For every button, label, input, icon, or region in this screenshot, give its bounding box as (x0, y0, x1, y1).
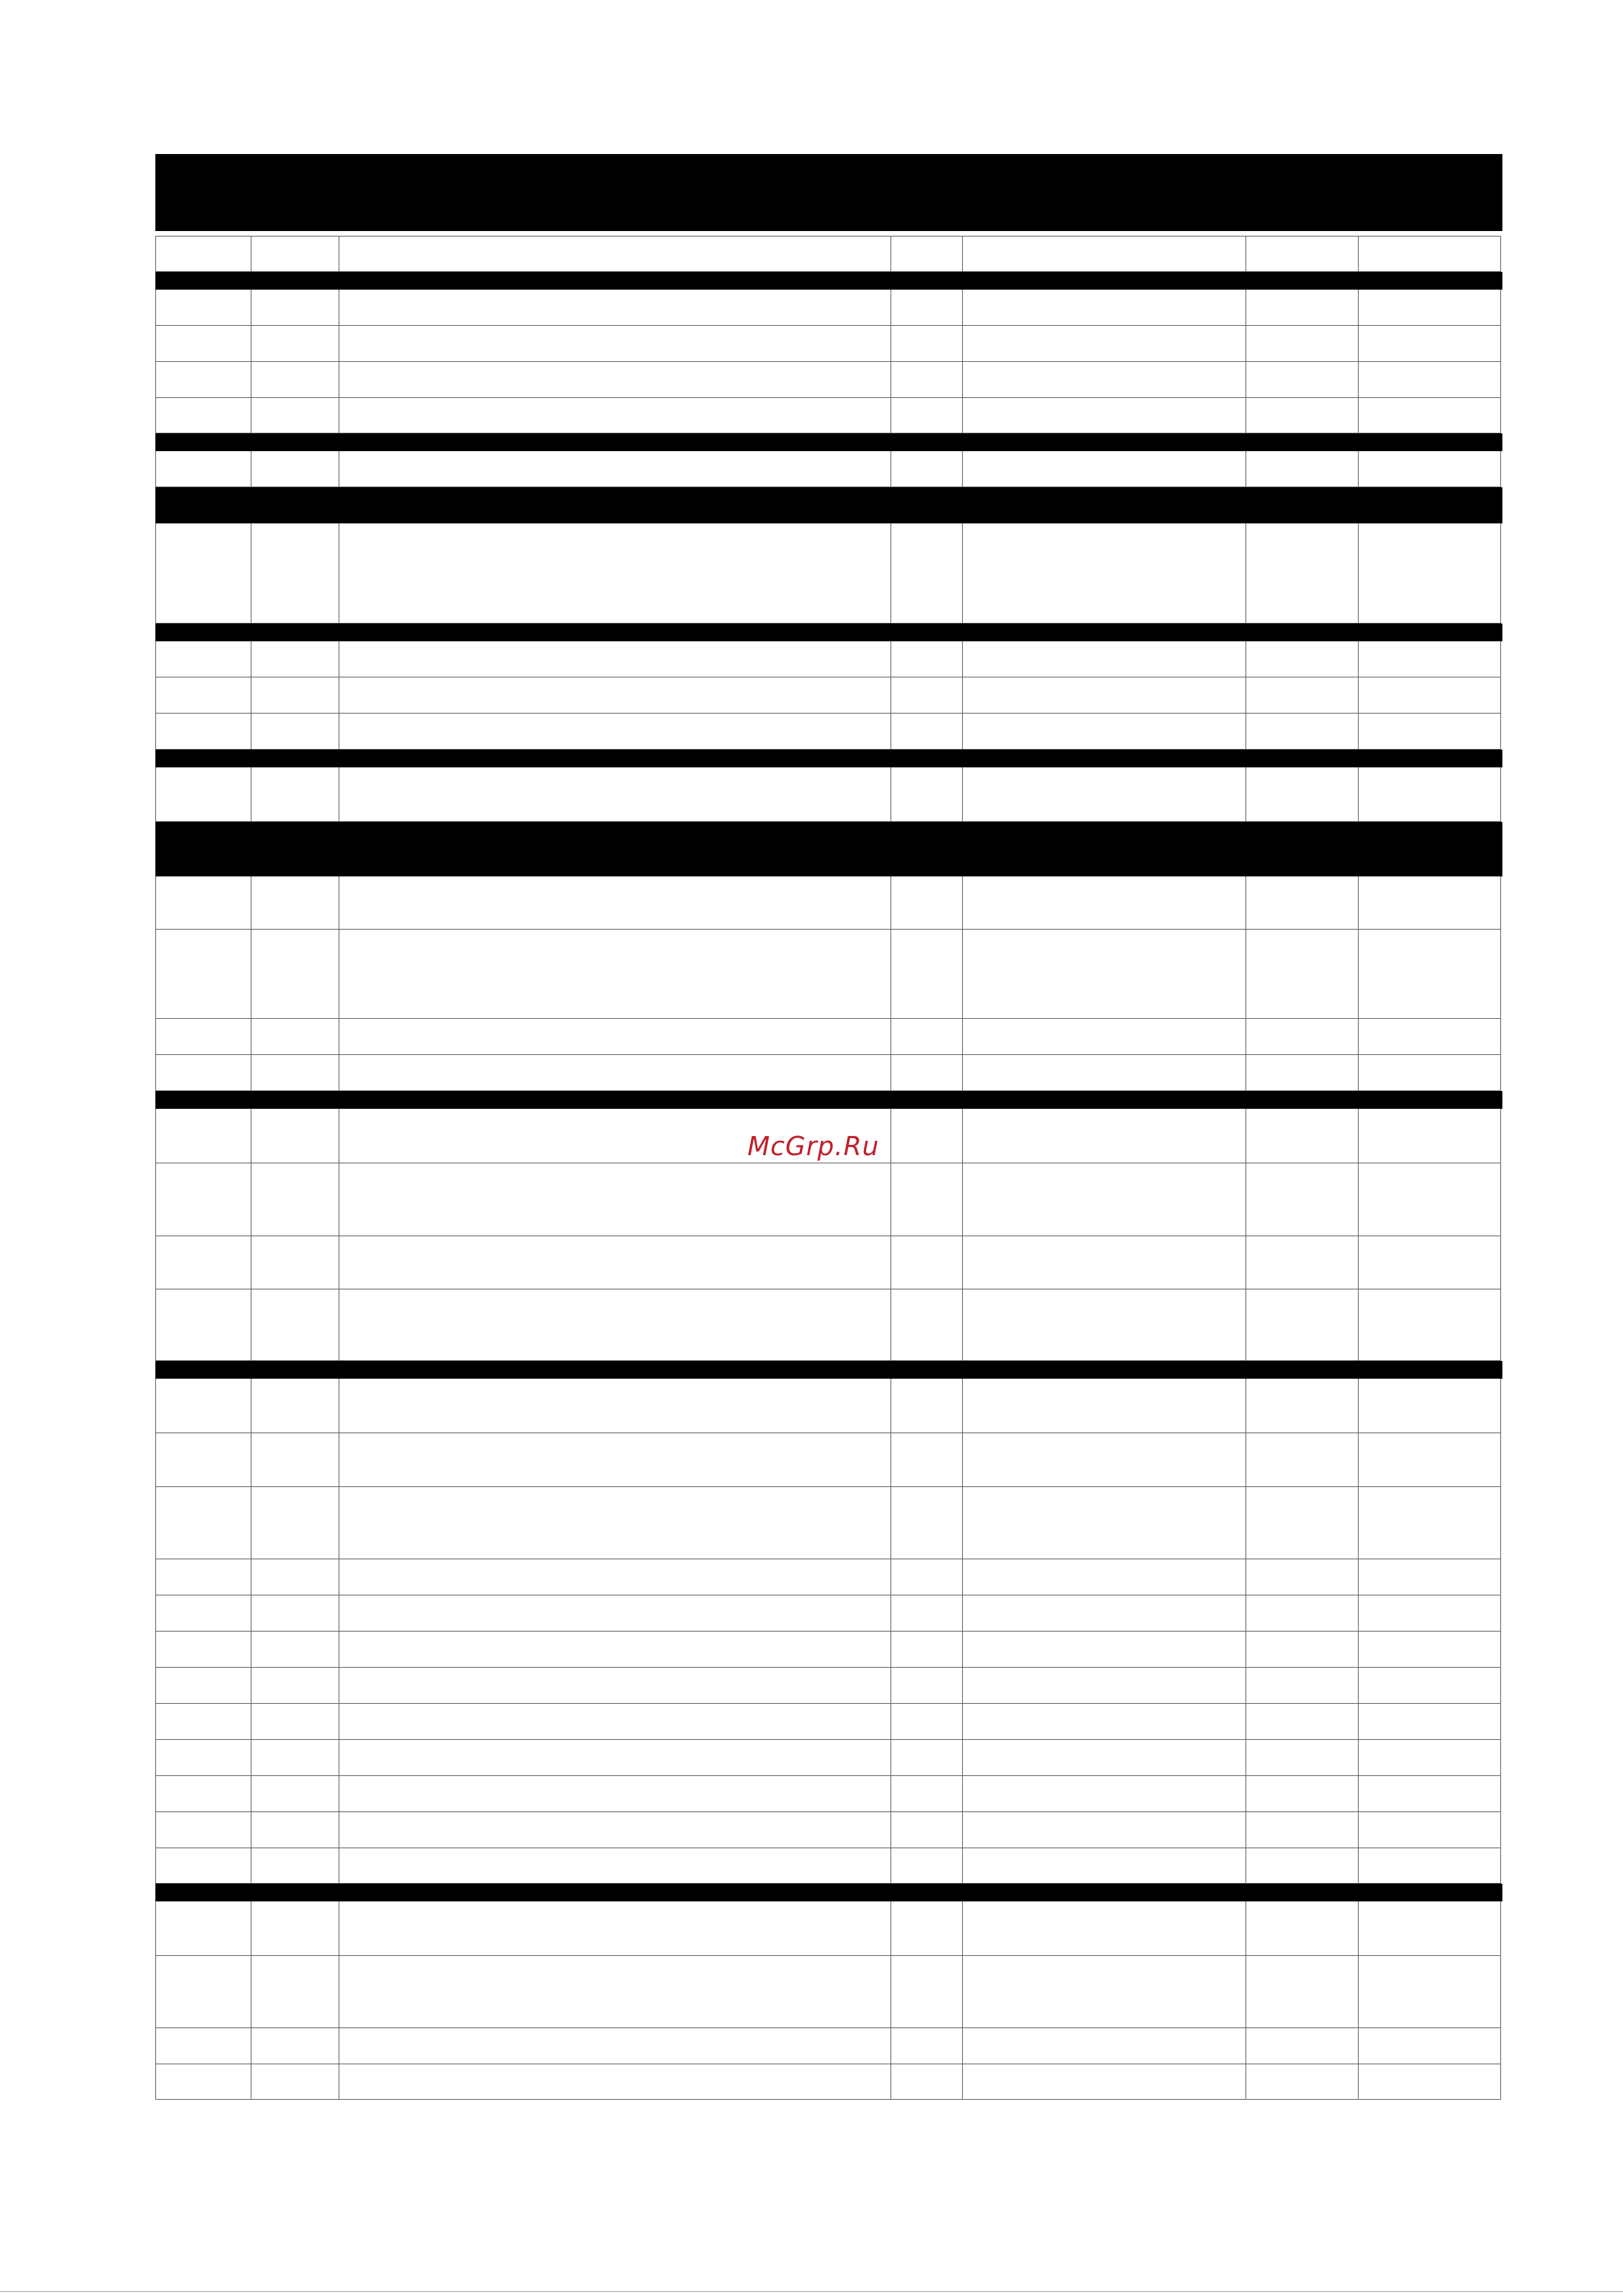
table-cell (251, 2028, 339, 2064)
table-cell (1246, 236, 1359, 271)
table-row (155, 1956, 1501, 2028)
table-cell (251, 767, 339, 821)
table-cell (339, 290, 891, 325)
table-cell (1246, 1956, 1359, 2027)
table-cell (891, 398, 963, 433)
table-cell (339, 714, 891, 749)
table-cell (963, 1019, 1246, 1054)
table-cell (1359, 1236, 1502, 1289)
table-cell (963, 1704, 1246, 1739)
table-cell (156, 451, 251, 487)
table-row (155, 1776, 1501, 1812)
table-cell (963, 1901, 1246, 1955)
table-cell (891, 2028, 963, 2064)
table-cell (1359, 362, 1502, 397)
table-cell (891, 1379, 963, 1433)
table-cell (963, 1379, 1246, 1433)
table-cell (891, 876, 963, 929)
table-cell (156, 1379, 251, 1433)
table-cell (1246, 1668, 1359, 1703)
section-header-bar (155, 1091, 1502, 1109)
table-cell (1246, 2028, 1359, 2064)
table-cell (339, 398, 891, 433)
table-cell (963, 2064, 1246, 2099)
table-cell (251, 714, 339, 749)
table-row (155, 1236, 1501, 1289)
table-cell (891, 1740, 963, 1775)
table-cell (339, 1289, 891, 1360)
table-cell (963, 451, 1246, 487)
table-cell (1246, 451, 1359, 487)
table-cell (1246, 876, 1359, 929)
table-cell (963, 1559, 1246, 1595)
table-cell (1246, 1055, 1359, 1090)
table-cell (156, 326, 251, 361)
section-header-bar (155, 1884, 1502, 1901)
table-cell (251, 1019, 339, 1054)
table-cell (156, 1740, 251, 1775)
table-cell (251, 398, 339, 433)
table-cell (891, 326, 963, 361)
table-cell (251, 1163, 339, 1236)
table-cell (1359, 1019, 1502, 1054)
table-cell (339, 1433, 891, 1486)
table-cell (891, 1163, 963, 1236)
table-cell (251, 2064, 339, 2099)
table-cell (1246, 398, 1359, 433)
table-cell (156, 1668, 251, 1703)
table-cell (1359, 290, 1502, 325)
table-cell (1359, 523, 1502, 623)
table-row (155, 2064, 1501, 2100)
table-cell (251, 1956, 339, 2027)
table-cell (251, 1379, 339, 1433)
table-cell (339, 362, 891, 397)
table-cell (251, 1487, 339, 1559)
table-cell (1246, 362, 1359, 397)
section-header-bar (155, 154, 1502, 231)
table-cell (156, 1956, 251, 2027)
table-cell (891, 714, 963, 749)
table-cell (891, 1559, 963, 1595)
table-cell (1359, 1433, 1502, 1486)
table-cell (1246, 1812, 1359, 1848)
table-cell (891, 1956, 963, 2027)
table-cell (963, 1487, 1246, 1559)
table-cell (891, 362, 963, 397)
table-row (155, 1632, 1501, 1668)
table-row (155, 714, 1501, 750)
table-cell (891, 677, 963, 713)
table-cell (251, 1776, 339, 1811)
table-cell (251, 930, 339, 1018)
table-cell (1246, 1433, 1359, 1486)
table-cell (963, 1163, 1246, 1236)
table-cell (963, 1055, 1246, 1090)
table-cell (891, 1433, 963, 1486)
table-cell (963, 236, 1246, 271)
section-header-bar (155, 272, 1502, 290)
table-cell (339, 1236, 891, 1289)
table-cell (891, 1236, 963, 1289)
table-cell (1359, 1901, 1502, 1955)
table-cell (1246, 1595, 1359, 1631)
table-cell (1359, 1289, 1502, 1360)
table-cell (339, 1776, 891, 1811)
table-cell (251, 1668, 339, 1703)
table-cell (339, 2064, 891, 2099)
table-cell (1359, 2028, 1502, 2064)
table-cell (156, 1776, 251, 1811)
table-cell (891, 1668, 963, 1703)
table-cell (251, 677, 339, 713)
table-row (155, 451, 1501, 487)
table-row (155, 1668, 1501, 1704)
table-cell (963, 1632, 1246, 1667)
table-cell (156, 398, 251, 433)
table-cell (339, 1848, 891, 1883)
table-cell (1359, 1487, 1502, 1559)
table-cell (156, 1019, 251, 1054)
table-cell (1246, 1632, 1359, 1667)
table-cell (251, 1812, 339, 1848)
table-cell (1246, 1379, 1359, 1433)
table-cell (1246, 1109, 1359, 1163)
table-cell (156, 1487, 251, 1559)
table-row (155, 1289, 1501, 1361)
table-cell (891, 1704, 963, 1739)
table-row (155, 398, 1501, 433)
table-cell (251, 1055, 339, 1090)
table-cell (251, 1236, 339, 1289)
table-cell (1359, 398, 1502, 433)
table-cell (339, 1019, 891, 1054)
table-cell (1359, 1163, 1502, 1236)
table-cell (339, 930, 891, 1018)
table-row (155, 930, 1501, 1019)
table-cell (891, 290, 963, 325)
table-cell (1246, 523, 1359, 623)
table-cell (963, 1595, 1246, 1631)
table-cell (156, 1848, 251, 1883)
table-row (155, 767, 1501, 822)
table-cell (156, 930, 251, 1018)
table-row (155, 1379, 1501, 1433)
table-cell (1246, 1163, 1359, 1236)
table-cell (963, 1812, 1246, 1848)
page-bottom-rule (0, 2291, 1623, 2292)
watermark-text: McGrp.Ru (747, 1131, 880, 1161)
table-cell (963, 1668, 1246, 1703)
table-cell (251, 641, 339, 677)
table-cell (891, 1632, 963, 1667)
table-cell (251, 1595, 339, 1631)
table-cell (156, 1289, 251, 1360)
table-cell (1359, 236, 1502, 271)
table-cell (1359, 714, 1502, 749)
table-row (155, 1559, 1501, 1595)
table-row (155, 1433, 1501, 1487)
table-cell (1246, 930, 1359, 1018)
table-cell (963, 677, 1246, 713)
table-cell (156, 236, 251, 271)
table-cell (963, 1776, 1246, 1811)
table-cell (156, 2028, 251, 2064)
table-cell (963, 1848, 1246, 1883)
table-cell (339, 236, 891, 271)
table-cell (339, 1956, 891, 2027)
table-cell (963, 1109, 1246, 1163)
table-cell (251, 290, 339, 325)
table-cell (1246, 714, 1359, 749)
table-cell (251, 1559, 339, 1595)
table-cell (1359, 767, 1502, 821)
table-cell (339, 876, 891, 929)
table-row (155, 1595, 1501, 1632)
table-cell (339, 1487, 891, 1559)
table-cell (891, 641, 963, 677)
table-cell (156, 1433, 251, 1486)
table-cell (156, 1812, 251, 1848)
table-cell (963, 930, 1246, 1018)
table-cell (963, 290, 1246, 325)
table-cell (1359, 1776, 1502, 1811)
table-cell (1359, 2064, 1502, 2099)
table-row (155, 1487, 1501, 1559)
section-header-bar (155, 822, 1502, 876)
table-cell (251, 1433, 339, 1486)
table-cell (339, 1740, 891, 1775)
table-cell (1246, 1740, 1359, 1775)
table-row (155, 290, 1501, 326)
table-cell (251, 1704, 339, 1739)
table-cell (251, 1632, 339, 1667)
table-cell (1359, 326, 1502, 361)
table-cell (156, 641, 251, 677)
table-cell (1359, 1595, 1502, 1631)
table-row (155, 1704, 1501, 1740)
table-row (155, 1740, 1501, 1776)
table-cell (339, 1163, 891, 1236)
table-cell (339, 1595, 891, 1631)
table-cell (1246, 1776, 1359, 1811)
table-row (155, 326, 1501, 362)
table-cell (891, 236, 963, 271)
table-cell (339, 1901, 891, 1955)
section-header-bar (155, 1361, 1502, 1379)
table-cell (891, 930, 963, 1018)
table-cell (1246, 1289, 1359, 1360)
table-cell (1359, 930, 1502, 1018)
table-row (155, 876, 1501, 930)
section-header-bar (155, 750, 1502, 767)
table-cell (963, 1740, 1246, 1775)
table-cell (156, 1704, 251, 1739)
table-row (155, 1848, 1501, 1884)
table-cell (963, 876, 1246, 929)
table-row (155, 236, 1501, 272)
table-cell (339, 1812, 891, 1848)
table-cell (251, 876, 339, 929)
table-cell (963, 362, 1246, 397)
table-cell (891, 1812, 963, 1848)
table-cell (963, 326, 1246, 361)
table-cell (963, 641, 1246, 677)
table-cell (1246, 1559, 1359, 1595)
table-row (155, 1163, 1501, 1236)
table-cell (339, 1668, 891, 1703)
table-cell (339, 767, 891, 821)
table-cell (1359, 1740, 1502, 1775)
table-row (155, 641, 1501, 677)
table-cell (156, 767, 251, 821)
table-cell (339, 326, 891, 361)
table-cell (339, 2028, 891, 2064)
table-cell (251, 1901, 339, 1955)
table-cell (1246, 767, 1359, 821)
table-cell (1359, 1848, 1502, 1883)
table-cell (891, 1289, 963, 1360)
table-cell (251, 362, 339, 397)
table-cell (156, 876, 251, 929)
table-cell (891, 1595, 963, 1631)
table-cell (891, 1487, 963, 1559)
table-row (155, 1812, 1501, 1848)
table-cell (251, 326, 339, 361)
table-cell (1246, 1487, 1359, 1559)
table-cell (339, 1055, 891, 1090)
table-cell (156, 1055, 251, 1090)
table-cell (251, 1109, 339, 1163)
table-cell (251, 1289, 339, 1360)
table-cell (963, 398, 1246, 433)
table-cell (156, 362, 251, 397)
table-cell (156, 1559, 251, 1595)
table-cell (339, 677, 891, 713)
table-cell (156, 677, 251, 713)
table-cell (891, 1019, 963, 1054)
table-cell (963, 714, 1246, 749)
table-cell (891, 1055, 963, 1090)
table-cell (1246, 2064, 1359, 2099)
table-cell (1359, 1632, 1502, 1667)
table-cell (1246, 1848, 1359, 1883)
table-cell (1246, 1901, 1359, 1955)
table-cell (1359, 1109, 1502, 1163)
table-cell (891, 767, 963, 821)
table-cell (963, 1956, 1246, 2027)
table-cell (156, 523, 251, 623)
table-cell (891, 1848, 963, 1883)
table-cell (963, 523, 1246, 623)
table-cell (156, 2064, 251, 2099)
table-cell (963, 1433, 1246, 1486)
table-cell (891, 451, 963, 487)
table-cell (339, 1704, 891, 1739)
table-cell (1359, 451, 1502, 487)
table-cell (963, 1236, 1246, 1289)
table-cell (963, 2028, 1246, 2064)
table-cell (156, 1632, 251, 1667)
table-cell (339, 451, 891, 487)
table-row (155, 1055, 1501, 1091)
table-cell (1246, 326, 1359, 361)
table-cell (1359, 1559, 1502, 1595)
table-cell (1359, 1055, 1502, 1090)
table-cell (339, 1379, 891, 1433)
table-cell (251, 451, 339, 487)
table-cell (1246, 1019, 1359, 1054)
table-cell (1359, 641, 1502, 677)
table-cell (156, 1595, 251, 1631)
table-cell (251, 523, 339, 623)
table-cell (891, 523, 963, 623)
table-cell (339, 1632, 891, 1667)
table-cell (156, 1163, 251, 1236)
table-cell (251, 236, 339, 271)
table-cell (156, 714, 251, 749)
table-cell (339, 523, 891, 623)
table-cell (1359, 677, 1502, 713)
section-header-bar (155, 433, 1502, 451)
table-cell (251, 1848, 339, 1883)
table-cell (251, 1740, 339, 1775)
table-cell (156, 1901, 251, 1955)
section-header-bar (155, 624, 1502, 641)
table-row (155, 1901, 1501, 1956)
table-cell (963, 767, 1246, 821)
table-cell (891, 1776, 963, 1811)
table-cell (891, 1109, 963, 1163)
table-row (155, 677, 1501, 714)
table-cell (1359, 876, 1502, 929)
table-cell (339, 1559, 891, 1595)
table-cell (1359, 1379, 1502, 1433)
table-row (155, 1019, 1501, 1055)
table-cell (1359, 1956, 1502, 2027)
table-cell (156, 1236, 251, 1289)
table-cell (1246, 1236, 1359, 1289)
table-row (155, 362, 1501, 398)
table-cell (1359, 1704, 1502, 1739)
table-cell (1359, 1812, 1502, 1848)
table-row (155, 523, 1501, 624)
table-cell (339, 641, 891, 677)
table-cell (1246, 641, 1359, 677)
table-cell (156, 290, 251, 325)
table-cell (1246, 1704, 1359, 1739)
section-header-bar (155, 487, 1502, 523)
table-cell (156, 1109, 251, 1163)
table-cell (1359, 1668, 1502, 1703)
table-cell (891, 2064, 963, 2099)
table-cell (1246, 290, 1359, 325)
table-cell (891, 1901, 963, 1955)
table-row (155, 2028, 1501, 2064)
table-cell (963, 1289, 1246, 1360)
table-cell (1246, 677, 1359, 713)
